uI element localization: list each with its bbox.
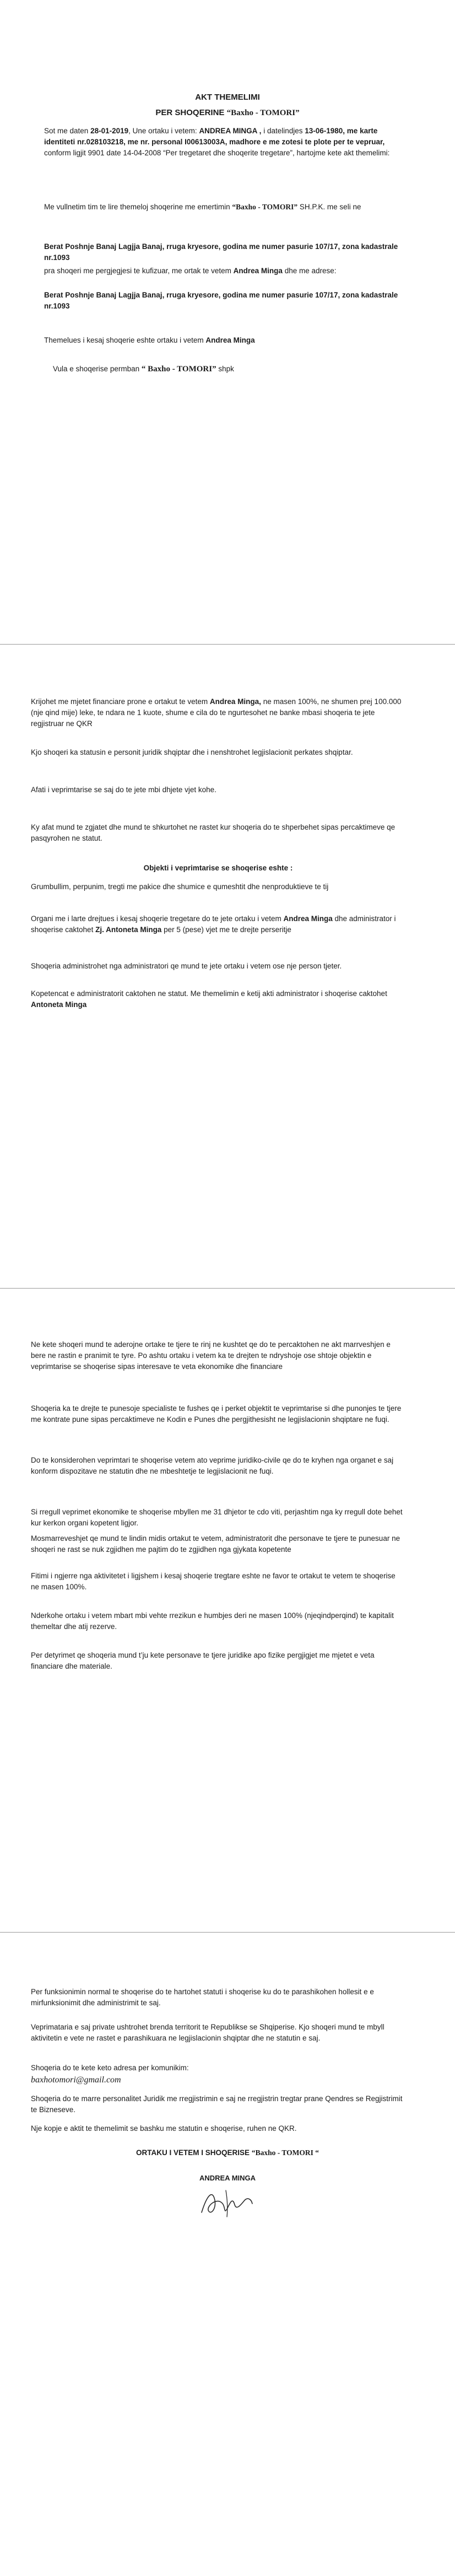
statute-paragraph: Per funksionimin normal te shoqerise do te hartohet statuti i shoqerise ku do te parashikohen hollesit e e mirfunksionimit dhe administrimit te saj. bbox=[31, 1988, 374, 2007]
closing-line: ORTAKU I VETEM I SHOQERISE “Baxho - TOMORI “ bbox=[136, 2149, 319, 2157]
seat-address: Berat Poshnje Banaj Lagjja Banaj, rruga kryesore, godina me numer pasurie 107/17, zona kadastrale nr.1093 bbox=[44, 242, 398, 262]
profit-paragraph: Fitimi i ngjerre nga aktivitetet i ligjshem i kesaj shoqerie tregtare eshte ne favor te ortakut te vetem te shoqerise ne masen 100%. bbox=[31, 1572, 396, 1591]
capital-paragraph: Krijohet me mjetet financiare prone e ortakut te vetem Andrea Minga, ne masen 100%, ne shumen prej 100.000 (nje qind mije) leke, te ndara ne 1 kuote, shume e cila do te ngurtesohet ne banke mbasi shoqeria te jete regjistruar ne QKR bbox=[31, 697, 402, 728]
risk-paragraph: Nderkohe ortaku i vetem mbart mbi vehte rrezikun e humbjes deri ne masen 100% (njeqindperqind) te kapitalit themeltar dhe atij rezerve. bbox=[31, 1611, 394, 1631]
new-partners-paragraph: Ne kete shoqeri mund te aderojne ortake te tjere te rinj ne kushtet qe do te percaktohen ne akt marrveshjen e bere ne rastin e pranimit te tyre. Po ashtu ortaku i vetem ka te drejten te ndryshoje ose shtoje objektin e veprimtarise se shoqerise sipas interesave te veta ekonomike dhe financiare bbox=[31, 1340, 391, 1371]
registration-paragraph: Shoqeria do te marre personalitet Juridik me rregjistrimin e saj ne rregjistrin tregtar prane Qendres se Regjistrimit te Bizneseve. bbox=[31, 2095, 403, 2114]
administrator-paragraph: Organi me i larte drejtues i kesaj shoqerie tregetare do te jete ortaku i vetem Andrea Minga dhe administrator i shoqerise caktohet Zj. Antoneta Minga per 5 (pese) vjet me te drejte perseritje bbox=[31, 914, 396, 934]
objectives: Grumbullim, perpunim, tregti me pakice dhe shumice e qumeshtit dhe nenproduktieve te tij bbox=[31, 883, 329, 891]
territory-paragraph: Veprimataria e saj private ushtrohet brenda territorit te Republikse se Shqiperise. Kjo shoqeri mund te mbyll aktivitetin e vete ne rastet e parashikuara ne legjislacionin shqiptar dhe ne statutin e saj. bbox=[31, 2023, 384, 2042]
intro-paragraph: Sot me daten 28-01-2019, Une ortaku i vetem: ANDREA MINGA , i datelindjes 13-06-1980, me karte identiteti nr.028103218, me nr. personal I00613003A, madhore e me zotesi te plote per te vepruar, conform ligjit 9901 date 14-04-2008 “Per tregetaret dhe shoqerite tregetare”, hartojme kete akt themelimi: bbox=[44, 127, 390, 157]
signature bbox=[194, 2184, 260, 2221]
competences: Kopetencat e administratorit caktohen ne statut. Me themelimin e ketij akti administrator i shoqerise caktohet Antoneta Minga bbox=[31, 989, 387, 1009]
duration: Afati i veprimtarise se saj do te jete mbi dhjete vjet kohe. bbox=[31, 786, 216, 794]
liabilities-paragraph: Per detyrimet qe shoqeria mund t’ju kete personave te tjere juridike apo fizike pergjigjet me mjetet e veta financiare dhe materiale. bbox=[31, 1651, 375, 1670]
objectives-heading: Objekti i veprimtarise se shoqerise eshte : bbox=[143, 864, 293, 872]
duration-extension: Ky afat mund te zgjatet dhe mund te shkurtohet ne rastet kur shoqeria do te shperbehet sipas percaktimeve qe pasqyrohen ne statut. bbox=[31, 823, 396, 842]
administration: Shoqeria administrohet nga administratori qe mund te jete ortaku i vetem ose nje person tjeter. bbox=[31, 962, 342, 970]
legal-status: Kjo shoqeri ka statusin e personit juridik shqiptar dhe i nenshtrohet legjislacionit perkates shqiptar. bbox=[31, 748, 353, 756]
owner-address: Berat Poshnje Banaj Lagjja Banaj, rruga kryesore, godina me numer pasurie 107/17, zona kadastrale nr.1093 bbox=[44, 291, 398, 310]
company-name: “Baxho - TOMORI” bbox=[226, 109, 300, 117]
communication-addresses: Shoqeria do te kete keto adresa per komunikim: bbox=[31, 2064, 189, 2072]
handwritten-email: baxhotomori@gmail.com bbox=[31, 2075, 121, 2085]
civil-acts-paragraph: Do te konsiderohen veprimtari te shoqerise vetem ato veprime juridiko-civile qe do te kryhen nga organet e saj konform dispozitave ne statutin dhe ne mbeshtetje te legjislacionit ne fuqi. bbox=[31, 1456, 394, 1475]
owner-address-line: pra shoqeri me pergjegjesi te kufizuar, me ortak te vetem Andrea Minga dhe me adrese: bbox=[44, 267, 337, 275]
founder-line: Themelues i kesaj shoqerie eshte ortaku i vetem Andrea Minga bbox=[44, 336, 255, 344]
page-4 bbox=[0, 1933, 455, 2576]
founding-decision: Me vullnetim tim te lire themeloj shoqerine me emertimin “Baxho - TOMORI” SH.P.K. me seli ne bbox=[44, 203, 361, 211]
page-1 bbox=[0, 0, 455, 644]
disputes-paragraph: Mosmarreveshjet qe mund te lindin midis ortakut te vetem, administratorit dhe personave te tjere te punesuar ne shoqeri ne rast se nuk zgjidhen me pajtim do te zgjidhen nga gjykata kopetente bbox=[31, 1534, 400, 1554]
copy-paragraph: Nje kopje e aktit te themelimit se bashku me statutin e shoqerise, ruhen ne QKR. bbox=[31, 2124, 297, 2133]
seal-line: Vula e shoqerise permban “ Baxho - TOMORI” shpk bbox=[53, 365, 234, 374]
document-title: AKT THEMELIMI bbox=[195, 93, 260, 102]
page-3 bbox=[0, 1289, 455, 1932]
signatory-name: ANDREA MINGA bbox=[199, 2174, 256, 2182]
page-2 bbox=[0, 645, 455, 1288]
fiscal-year-paragraph: Si rregull veprimet ekonomike te shoqerise mbyllen me 31 dhjetor te cdo viti, perjashtim nga ky rregull dote behet kur kerkon organi kopetent ligjor. bbox=[31, 1508, 403, 1527]
document-subtitle: PER SHOQERINE “Baxho - TOMORI” bbox=[155, 108, 300, 117]
employment-paragraph: Shoqeria ka te drejte te punesoje specialiste te fushes qe i perket objektit te veprimtarise si dhe punonjes te tjere me kontrate pune sipas percaktimeve ne Kodin e Punes dhe pergjithesisht ne legjislacionin shqiptare ne fuqi. bbox=[31, 1404, 402, 1424]
